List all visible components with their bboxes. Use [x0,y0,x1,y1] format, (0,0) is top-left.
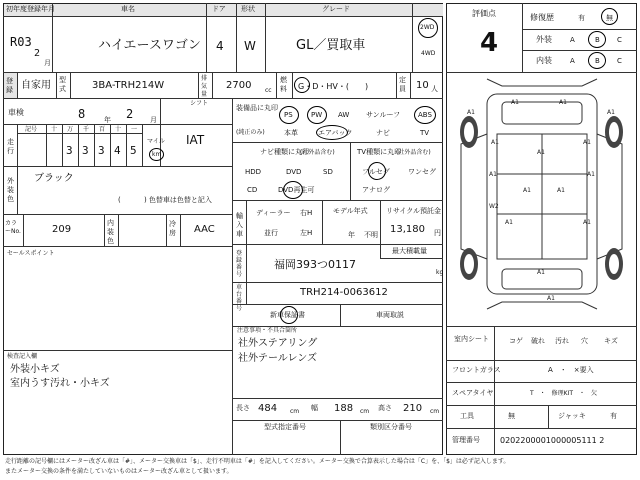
recycle-unit: 円 [434,229,441,237]
car-diagram [447,74,636,324]
max-load-unit: kg [436,269,444,276]
int-c: C [617,57,622,65]
mileage-h-6: 一 [131,126,138,133]
shift-value: IAT [186,133,205,147]
shift-label: シフト [190,100,209,107]
color-note: ( ) 色替車は色替と記入 [118,196,212,204]
equip-navi: ナビ [376,129,390,137]
type-spec-label: 型式指定番号 [264,423,306,431]
navi-sd: SD [323,168,333,176]
dmg-mark: A1 [559,99,567,106]
repair-no-circle [601,8,618,25]
dmg-mark: A1 [505,219,513,226]
dmg-mark: A1 [537,269,545,276]
shape-value: W [244,39,256,53]
disp-label: 排気量 [201,75,208,98]
grade-label: グレード [322,5,350,13]
airbag-circle [316,125,348,140]
class-label: 類別区分番号 [370,423,412,431]
length-label: 長さ [236,404,250,412]
mgmt-label: 管理番号 [452,436,480,444]
grade-value: GL／買取車 [296,38,366,53]
model-label: 型式 [59,76,66,93]
int-label: 内装 [536,56,552,65]
dmg-mark: A1 [491,139,499,146]
dvd-play-circle [283,181,303,199]
int-a: A [570,57,575,65]
tv-oneseg: ワンセグ [408,168,436,176]
navi-sub: (社外品含む) [300,149,335,156]
inspector-label: 検査記入欄 [7,353,38,360]
navi-hdd: HDD [245,168,262,176]
tv-label: TV種類に丸印 [357,148,402,156]
dmg-mark: A1 [587,171,595,178]
fuel-circle [294,77,310,93]
width-unit: cm [360,408,370,415]
navi-dvd-play: DVD再生可 [278,186,315,194]
equip-airbag: エアバック [318,129,353,137]
ext-a: A [570,36,575,44]
ext-b-circle [588,31,606,48]
equip-sunroof: サンルーフ [366,111,401,119]
ext-b: B [595,36,600,44]
seat-tear: 破れ [531,337,545,345]
inspection-label: 車検 [8,108,24,117]
equip-leather: 本革 [284,129,298,137]
mileage-h-1: 十 [51,126,58,133]
cap-unit: 人 [431,85,438,93]
jack-value: 有 [610,412,617,420]
navi-dvd: DVD [286,168,302,176]
pw-circle [307,106,327,124]
score-value: 4 [480,28,499,58]
equip-pw: PW [311,111,323,119]
dmg-mark: A1 [467,109,475,116]
first-reg-era: R03 [10,35,32,49]
equip-abs: ABS [418,111,432,119]
import-left: 左H [300,229,313,237]
car-name-label: 車名 [121,5,135,13]
color-no-value: 209 [52,224,72,235]
equip-tv: TV [420,129,430,137]
fuel-options: G・D・HV・( ) [298,82,369,91]
use-label: 登録 [6,77,13,94]
fullseg-circle [368,162,386,180]
tv-sub: (社外品含む) [396,149,431,156]
mileage-h-2: 万 [67,126,74,133]
cap-label: 定員 [399,76,406,93]
import-label: 輸入車 [236,212,243,238]
tv-fullseg: フルセグ [362,168,390,176]
disp-unit: cc [265,87,272,94]
width-label: 幅 [311,404,318,412]
height-value: 210 [403,403,423,414]
mileage-digit-3: 3 [98,144,105,157]
notes-label: 注意事項・不具合箇所 [237,327,298,334]
repair-yes: 有 [578,14,585,22]
notes-line-2: 社外テールレンズ [238,353,317,364]
navi-cd: CD [247,186,258,194]
dmg-mark: A1 [583,219,591,226]
seat-label: 室内シート [454,335,489,343]
notes-line-1: 社外ステアリング [238,338,318,349]
first-reg-label: 初年度登録年月 [6,5,55,13]
int-b: B [595,57,600,65]
warranty-label: 新車保証書 [270,311,305,319]
mileage-digit-1: 3 [66,144,73,157]
model-value: 3BA-TRH214W [92,80,165,91]
shape-label: 形状 [241,5,255,13]
dmg-mark: A1 [523,187,531,194]
mileage-unit-km: km [152,151,162,158]
dmg-mark: A1 [557,187,565,194]
recycle-value: 13,180 [390,224,425,235]
return-label: 車両取説 [376,311,404,319]
jack-label: ジャッキ [558,412,586,420]
tools-value: 無 [508,412,515,420]
import-dealer: ディーラー [256,209,291,217]
color-label: 外装色 [7,177,14,203]
interior-color-label: 内装色 [107,219,114,245]
cap-value: 10 [416,80,429,91]
navi-label: ナビ種類に丸印 [260,148,309,156]
equipment-label: 装備品に丸印 [236,104,278,112]
inspection-year-unit: 年 [104,116,111,124]
recycle-label: リサイクル預託金 [386,207,442,215]
spare-label: スペアタイヤ [452,389,494,397]
repair-label: 修復歴 [530,13,554,22]
first-reg-month-unit: 月 [44,59,51,67]
doors-label: ドア [212,5,226,13]
sales-point-label: セールスポイント [7,250,55,257]
inspection-year: 8 [78,107,86,121]
inspector-line-2: 室内うす汚れ・小キズ [10,378,110,389]
tv-analog: アナログ [362,186,390,194]
drive-4wd: 4WD [421,50,436,57]
doors-value: 4 [216,39,224,53]
length-value: 484 [258,403,278,414]
dmg-mark: A1 [607,109,615,116]
model-year-unit: 年 [348,231,355,239]
dmg-mark: A1 [489,171,497,178]
equipment-sub: (純正のみ) [236,129,265,136]
mileage-label: 走行 [7,138,14,155]
ac-value: AAC [194,224,215,235]
model-year-label: モデル年式 [333,207,368,215]
equip-ps: PS [284,111,293,119]
dmg-mark: A1 [547,295,555,302]
model-year-unknown: 不明 [364,231,378,239]
max-load-label: 最大積載量 [392,247,427,255]
inspector-line-1: 外装小キズ [10,364,60,375]
chassis-label: 車台番号 [236,284,243,312]
dmg-mark: W2 [489,203,499,210]
inspection-month-unit: 月 [150,116,157,124]
mileage-digit-2: 3 [82,144,89,157]
mileage-digit-4: 4 [114,144,121,157]
color-no-label: カラーNo. [5,220,21,235]
seat-dirt: 汚れ [555,337,569,345]
seat-scratch: キズ [604,337,618,345]
chassis-value: TRH214-0063612 [300,287,388,298]
dmg-mark: A1 [537,149,545,156]
mileage-unit-mile: マイル [147,138,165,145]
seat-burn: コゲ [509,337,523,345]
repair-no: 無 [606,14,613,22]
mileage-digit-5: 5 [130,144,137,157]
dmg-mark: A1 [511,99,519,106]
plate-label: 登録番号 [236,250,243,278]
disp-value: 2700 [226,80,252,91]
drive-2wd: 2WD [420,24,435,31]
height-label: 高さ [378,404,392,412]
footer-line-1: 走行距離の記号欄にはメーター改ざん車は「#」、メーター交換車は「$」、走行不明車は「#」を記入してください。メーター交換で合算表示した場合は「C」を、「$」は必ず記入します。 [5,458,510,465]
windshield-label: フロントガラス [452,366,501,374]
spare-value: T ・ 修理KIT ・ 欠 [530,390,598,397]
footer-line-2: またメーター交換の条件を満たしていないものはメーター改ざん車として扱います。 [5,468,233,475]
import-parallel: 並行 [264,229,278,237]
mileage-h-5: 十 [115,126,122,133]
inspection-month: 2 [126,107,134,121]
ps-circle [279,106,299,124]
length-unit: cm [290,408,300,415]
import-right: 右H [300,209,313,217]
plate-value: 福岡393つ0117 [274,258,356,271]
first-reg-month: 2 [34,48,41,59]
fuel-label: 燃料 [280,76,287,93]
width-value: 188 [334,403,354,414]
use-value: 自家用 [21,80,51,91]
mgmt-value: 0202200001000005111 2 [500,436,605,445]
int-b-circle [588,52,606,69]
ext-label: 外装 [536,35,552,44]
mileage-h-3: 千 [83,126,90,133]
equip-aw: AW [338,111,350,119]
abs-circle [414,106,436,124]
tools-label: 工具 [460,412,474,420]
color-value: ブラック [34,173,74,184]
dmg-mark: A1 [583,139,591,146]
ext-c: C [617,36,622,44]
seat-hole: 穴 [581,337,588,345]
windshield-value: A ・ ×要入 [548,366,594,374]
mileage-h-4: 百 [99,126,106,133]
ac-label: 冷房 [169,220,176,237]
mileage-h-0: 記号 [25,126,38,133]
car-name: ハイエースワゴン [98,38,201,53]
warranty-circle [280,306,298,324]
height-unit: cm [430,408,440,415]
score-label: 評価点 [472,9,496,18]
